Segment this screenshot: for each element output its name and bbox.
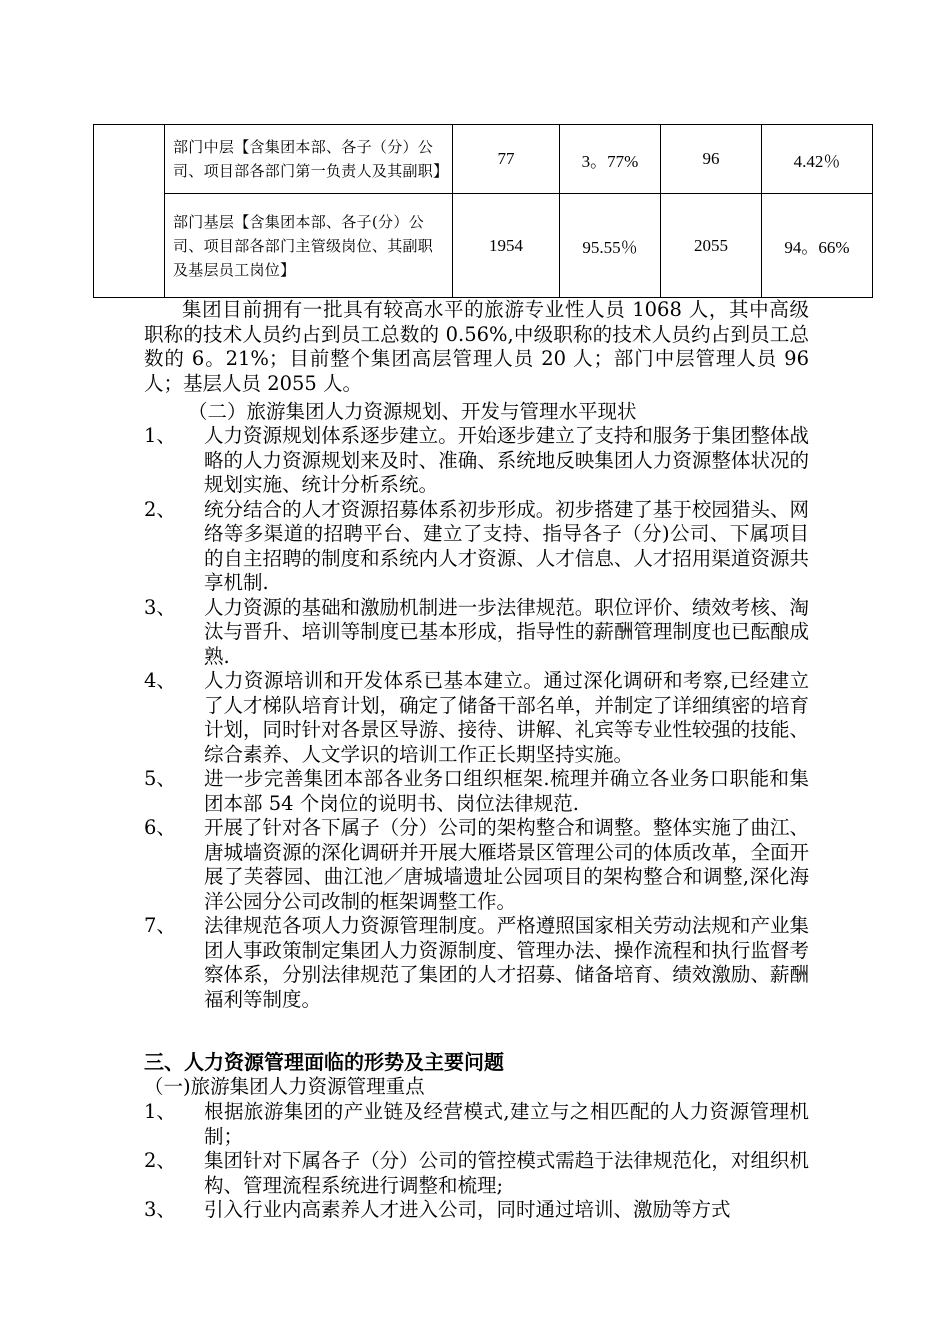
count-a-cell: 1954 [453,194,560,298]
count-b-cell: 2055 [661,194,762,298]
pct-a-cell: 95.55％ [560,194,661,298]
list-item [144,596,809,670]
item-number: 1、 [144,424,176,447]
item-text: 人力资源规划体系逐步建立。开始逐步建立了支持和服务于集团整体战略的人力资源规划来及时、准确、系统地反映集团人力资源整体状况的规划实施、统计分析系统。 [204,424,809,496]
list-item [144,669,809,767]
item-number: 2、 [144,1149,176,1172]
item-text: 法律规范各项人力资源管理制度。严格遵照国家相关劳动法规和产业集团人事政策制定集团人力资源制度、管理办法、操作流程和执行监督考察体系，分别法律规范了集团的人才招募、储备培育、绩效激励、薪酬福利等制度。 [204,914,809,1011]
list-item [144,767,809,816]
item-number: 3、 [144,595,176,619]
list-item [144,1198,809,1223]
item-text: 开展了针对各下属子（分）公司的架构整合和调整。整体实施了曲江、唐城墙资源的深化调研并开展大雁塔景区管理公司的体质改革，全面开展了芙蓉园、曲江池／唐城墙遗址公园项目的架构整合和调整,深化海洋公园分公司改制的框架调整工作。 [204,816,809,913]
list-item [144,914,809,1012]
item-text: 人力资源的基础和激励机制进一步法律规范。职位评价、绩效考核、淘汰与晋升、培训等制度已基本形成，指导性的薪酬管理制度也已酝酿成熟. [204,595,809,668]
item-text: 根据旅游集团的产业链及经营模式,建立与之相匹配的人力资源管理机制； [204,1100,809,1148]
table-row [94,194,873,298]
item-number: 5、 [144,767,176,790]
section3-heading: 三、人力资源管理面临的形势及主要问题 [144,1050,504,1074]
item-text: 引入行业内高素养人才进入公司，同时通过培训、激励等方式 [204,1198,731,1221]
item-number: 1、 [144,1100,176,1123]
section3-list [144,1100,809,1223]
item-number: 2、 [144,497,176,521]
pct-b-cell: 4.42％ [762,125,873,194]
item-number: 4、 [144,669,176,692]
personnel-table [93,124,873,298]
list-item [144,1149,809,1198]
count-a-cell: 77 [453,125,560,194]
list-item [144,1100,809,1149]
item-text: 进一步完善集团本部各业务口组织框架.梳理并确立各业务口职能和集团本部 54 个岗位的说明书、岗位法律规范. [204,767,809,815]
list-item [144,424,809,498]
list-item [144,498,809,596]
list-item [144,816,809,914]
item-number: 3、 [144,1198,176,1221]
item-text: 人力资源培训和开发体系已基本建立。通过深化调研和考察,已经建立了人才梯队培育计划，确定了储备干部名单，并制定了详细缜密的培育计划，同时针对各景区导游、接待、讲解、礼宾等专业性较强的技能、综合素养、人文学识的培训工作正长期坚持实施。 [204,669,809,766]
pct-b-cell: 94。66% [762,194,873,298]
category-cell: 部门基层【含集团本部、各子(分）公司、项目部各部门主管级岗位、其副职及基层员工岗位】 [165,194,453,298]
intro-paragraph: 集团目前拥有一批具有较高水平的旅游专业性人员 1068 人，其中高级职称的技术人员约占到员工总数的 0.56%,中级职称的技术人员约占到员工总数的 6。21%；目前整个集团高层管理人员 20 人；部门中层管理人员 96 人；基层人员 2055 人。 [144,298,809,395]
table-row [94,125,873,194]
pct-a-cell: 3。77% [560,125,661,194]
item-text: 集团针对下属各子（分）公司的管控模式需趋于法律规范化，对组织机构、管理流程系统进行调整和梳理; [204,1149,809,1197]
count-b-cell: 96 [661,125,762,194]
item-text: 统分结合的人才资源招募体系初步形成。初步搭建了基于校园猎头、网络等多渠道的招聘平台、建立了支持、指导各子（分)公司、下属项目的自主招聘的制度和系统内人才资源、人才信息、人才招用渠道资源共享机制. [204,497,809,594]
category-cell: 部门中层【含集团本部、各子（分）公司、项目部各部门第一负责人及其副职】 [165,125,453,194]
item-number: 7、 [144,914,176,937]
section3-subheading: （一)旅游集团人力资源管理重点 [144,1075,425,1098]
section2-heading: （二）旅游集团人力资源规划、开发与管理水平现状 [188,400,637,423]
item-number: 6、 [144,816,176,839]
section2-list [144,424,809,1012]
blank-cell [94,125,165,298]
